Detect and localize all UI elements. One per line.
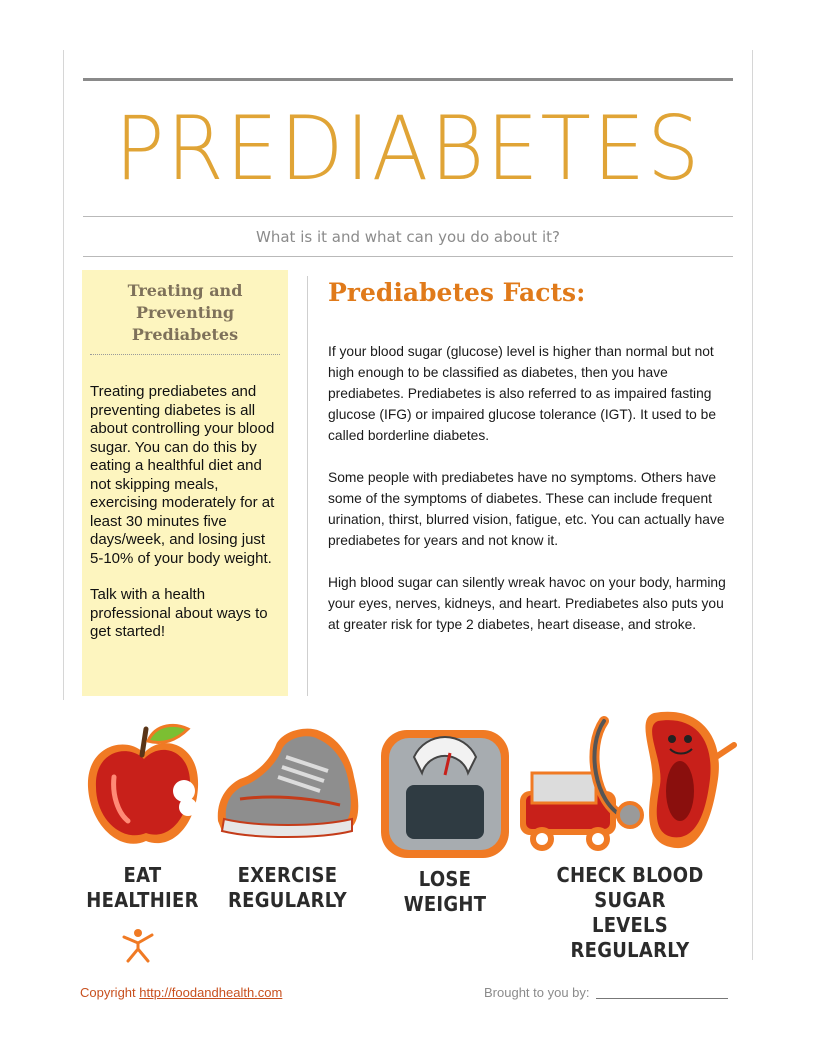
brought-by-blank-line xyxy=(596,998,728,999)
facts-paragraph: Some people with prediabetes have no symptoms. Others have some of the symptoms of diabetes. These can include frequent urination, thirst, blurred vision, fatigue, etc. You can actually have prediabetes for years and not know it. xyxy=(328,470,725,548)
icon-label-line: REGULARLY xyxy=(228,888,347,912)
page-edge-left xyxy=(63,50,64,700)
icon-label-line: REGULARLY xyxy=(570,938,690,962)
brought-by-label: Brought to you by: xyxy=(484,985,590,1000)
icon-label-check-blood-sugar xyxy=(554,863,707,963)
page-subtitle: What is it and what can you do about it? xyxy=(256,228,560,246)
sidebar-title: Treating and Preventing Prediabetes xyxy=(127,281,243,344)
icon-label-line: EAT xyxy=(123,863,162,887)
top-rule xyxy=(83,78,733,81)
icon-label-line: WEIGHT xyxy=(403,892,487,916)
subtitle-divider xyxy=(83,256,733,257)
footer-copyright xyxy=(80,985,282,1000)
title-divider xyxy=(83,216,733,217)
copyright-prefix: Copyright xyxy=(80,985,140,1000)
sidebar-paragraph: Treating prediabetes and preventing diabetes is all about controlling your blood sugar. You can do this by eating a healthful diet and not skipping meals, exercising moderately for at least 30 minutes five days/week, and losing just 5-10% of your body weight. xyxy=(90,383,275,567)
icon-label-exercise-regularly xyxy=(227,863,349,913)
icon-label-eat-healthier xyxy=(86,863,199,913)
sneaker-icon xyxy=(210,723,365,848)
facts-paragraph: High blood sugar can silently wreak havoc on your body, harming your eyes, nerves, kidneys, and heart. Prediabetes also puts you at greater risk for type 2 diabetes, heart disease, and stroke. xyxy=(328,575,726,632)
icon-label-line: CHECK BLOOD xyxy=(556,863,704,887)
sidebar-box xyxy=(82,270,288,696)
blood-cell-stethoscope-icon xyxy=(512,707,740,857)
sidebar-paragraph: Talk with a health professional about ways to get started! xyxy=(90,586,268,640)
facts-heading: Prediabetes Facts: xyxy=(328,278,586,307)
scale-icon xyxy=(378,727,512,862)
sidebar-body xyxy=(90,383,280,642)
icon-label-line: LOSE xyxy=(418,867,472,891)
apple-icon xyxy=(84,715,202,855)
icon-label-line: HEALTHIER xyxy=(86,888,199,912)
runner-logo-icon xyxy=(120,927,156,963)
icon-label-line: SUGAR LEVELS xyxy=(591,888,669,937)
icon-label-line: EXERCISE xyxy=(237,863,338,887)
icon-label-lose-weight xyxy=(391,867,499,917)
facts-body xyxy=(328,341,738,635)
copyright-link[interactable]: http://foodandhealth.com xyxy=(139,985,283,1000)
column-divider xyxy=(307,276,308,696)
facts-paragraph: If your blood sugar (glucose) level is higher than normal but not high enough to be classified as diabetes, then you have prediabetes. Prediabetes is also referred to as impaired fasting glucose (IFG) or impaired glucose tolerance (IGT). It used to be called borderline diabetes. xyxy=(328,344,717,443)
page-title: PREDIABETES xyxy=(114,97,702,200)
footer-brought-by xyxy=(484,985,728,1000)
tips-icon-row xyxy=(80,705,740,965)
sidebar-dotted-divider xyxy=(90,354,280,355)
page-edge-right xyxy=(752,50,753,960)
